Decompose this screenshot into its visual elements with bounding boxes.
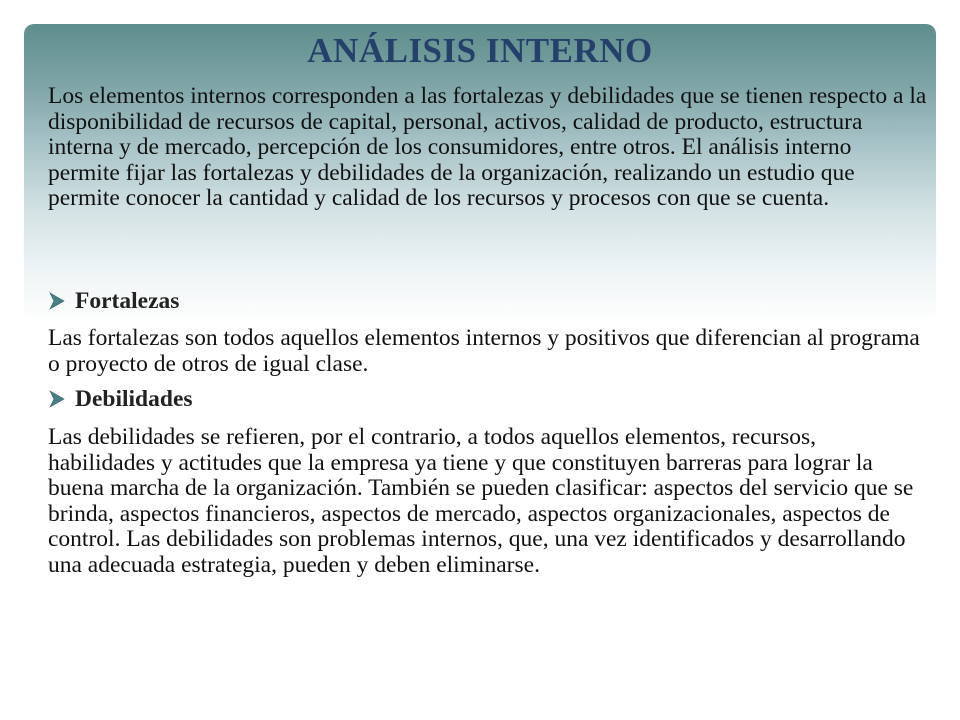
intro-paragraph: Los elementos internos corresponden a las fortalezas y debilidades que se tienen respecto a la disponibilidad de recursos de capital, personal, activos, calidad de producto, estructura interna y de mercado, percepción de los consumidores, entre otros. El análisis interno permite fijar las fortalezas y debilidades de la organización, realizando un estudio que permite conocer la cantidad y calidad de los recursos y procesos con que se cuenta. [48,83,927,211]
bullet-heading: Fortalezas [75,288,180,314]
bullet-heading: Debilidades [75,386,193,412]
bullet-fortalezas [48,288,179,314]
arrow-bullet-icon [49,390,65,408]
debilidades-paragraph: Las debilidades se refieren, por el contrario, a todos aquellos elementos, recursos, habilidades y actitudes que la empresa ya tiene y que constituyen barreras para lograr la buena marcha de la organización. También se pueden clasificar: aspectos del servicio que se brinda, aspectos financieros, aspectos de mercado, aspectos organizacionales, aspectos de control. Las debilidades son problemas internos, que, una vez identificados y desarrollando una adecuada estrategia, pueden y deben eliminarse. [48,424,914,578]
fortalezas-paragraph: Las fortalezas son todos aquellos elementos internos y positivos que diferencian al programa o proyecto de otros de igual clase. [48,325,920,377]
bullet-debilidades [48,386,193,412]
arrow-bullet-icon [49,292,65,310]
slide-title: ANÁLISIS INTERNO [307,31,653,70]
